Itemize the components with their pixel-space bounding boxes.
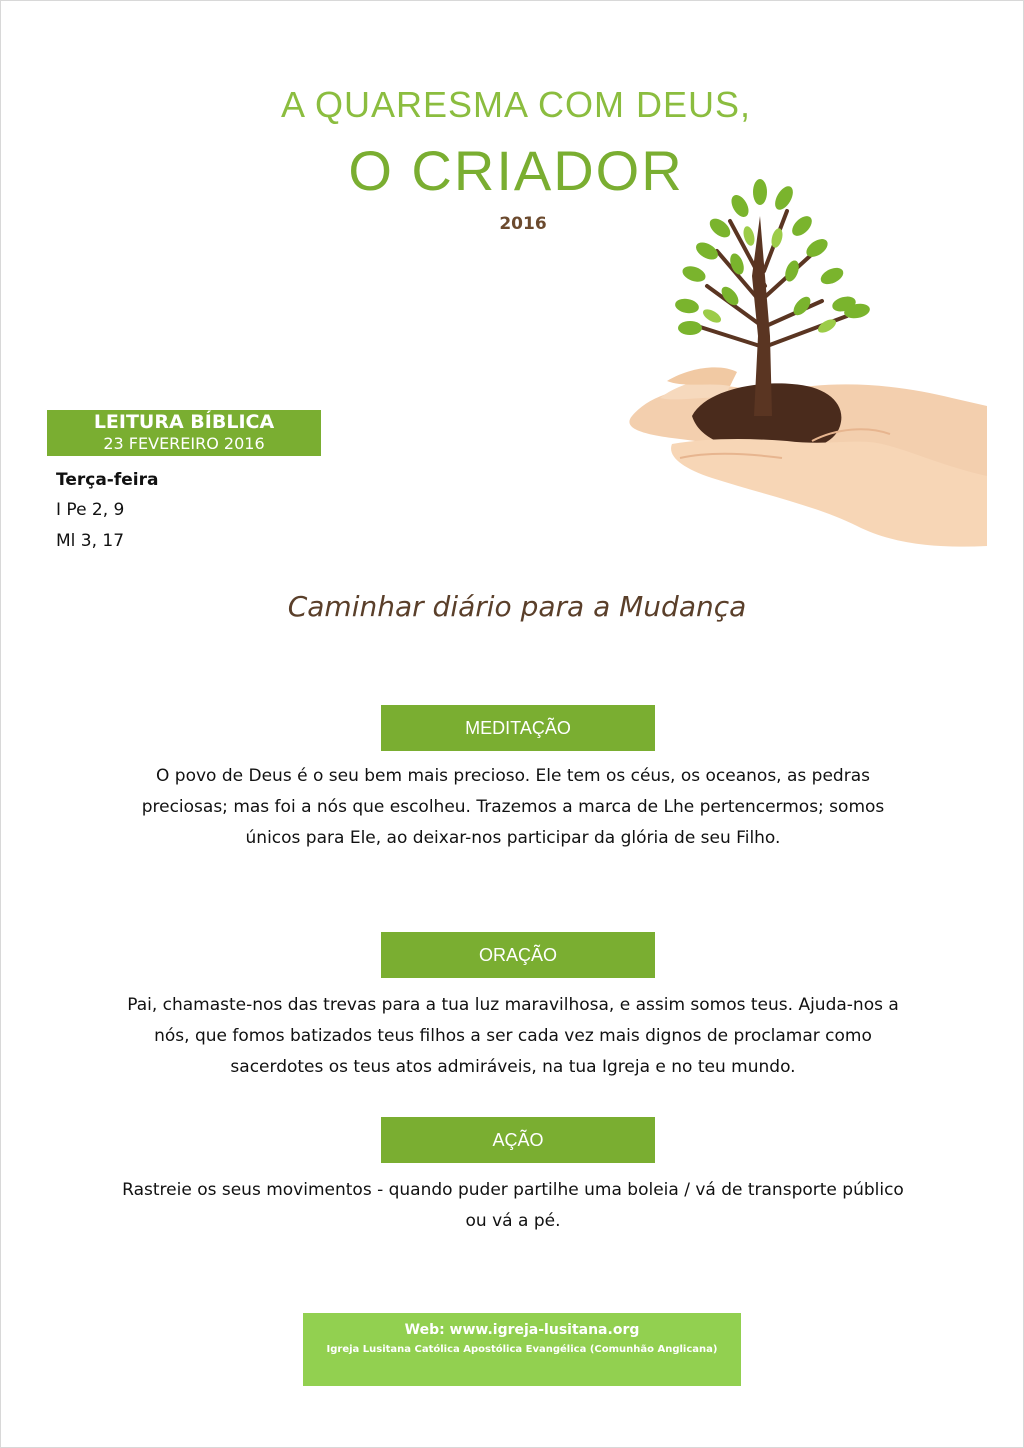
bible-reading-title: LEITURA BÍBLICA — [93, 411, 275, 433]
tree-in-hands-icon — [612, 176, 992, 552]
scripture-reference: Ml 3, 17 — [56, 531, 125, 551]
action-heading: AÇÃO — [381, 1117, 655, 1163]
bible-reading-header — [47, 410, 321, 456]
meditation-text: O povo de Deus é o seu bem mais precioso. Ele tem os céus, os oceanos, as pedras preciosas; mas foi a nós que escolheu. Trazemos a marca de Lhe pertencermos; somos únicos para Ele, ao deixar-nos participar da glória de seu Filho. — [141, 766, 885, 848]
footer-box — [303, 1313, 741, 1386]
weekday-label: Terça-feira — [56, 470, 159, 490]
footer-website-link[interactable]: Web: www.igreja-lusitana.org — [404, 1322, 640, 1338]
scripture-reference: I Pe 2, 9 — [56, 500, 125, 520]
footer-organization: Igreja Lusitana Católica Apostólica Evangélica (Comunhão Anglicana) — [326, 1344, 718, 1355]
subtitle: Caminhar diário para a Mudança — [287, 590, 747, 623]
title-line-1: A QUARESMA COM DEUS, — [280, 84, 752, 125]
title-line-2: O CRIADOR — [348, 139, 684, 202]
prayer-heading: ORAÇÃO — [381, 932, 655, 978]
prayer-text: Pai, chamaste-nos das trevas para a tua luz maravilhosa, e assim somos teus. Ajuda-nos a nós, que fomos batizados teus filhos a ser cada vez mais dignos de proclamar como sacerdotes os teus atos admiráveis, na tua Igreja e no teu mundo. — [127, 995, 899, 1077]
bible-reading-date: 23 FEVEREIRO 2016 — [103, 434, 265, 453]
action-text: Rastreie os seus movimentos - quando puder partilhe uma boleia / vá de transporte público ou vá a pé. — [122, 1180, 904, 1231]
meditation-heading: MEDITAÇÃO — [381, 705, 655, 751]
year-label: 2016 — [499, 214, 547, 234]
